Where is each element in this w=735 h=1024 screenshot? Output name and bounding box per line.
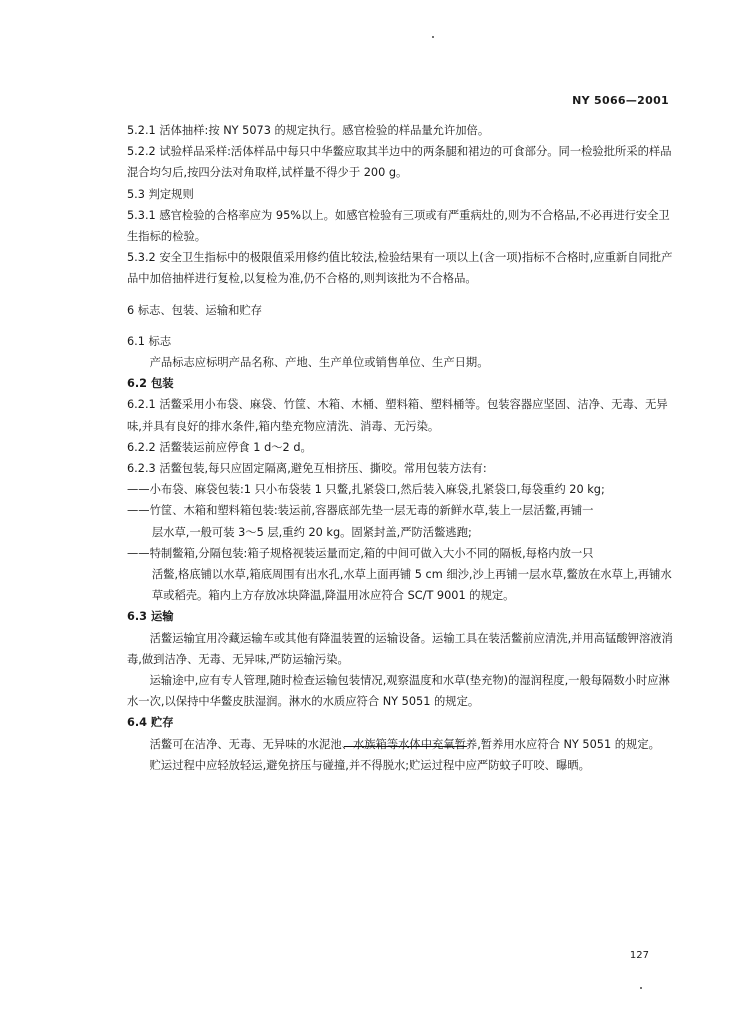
end-rule — [344, 746, 467, 747]
standard-number-header: NY 5066—2001 — [572, 94, 669, 107]
list-item: 层水草,一般可装 3～5 层,重约 20 kg。固紧封盖,严防活鳖逃跑; — [151, 525, 472, 539]
paragraph: 活鳖可在洁净、无毒、无异味的水泥池、水族箱等水体中充氧暂养,暂养用水应符合 NY 5051 的规定。 — [149, 737, 660, 751]
paragraph: 5.3.2 安全卫生指标中的极限值采用修约值比较法,检验结果有一项以上(含一项)指标不合格时,应重新自同批产品中加倍抽样进行复检,以复检为准,仍不合格的,则判该批为不合格品。 — [127, 251, 673, 286]
document-body — [127, 120, 679, 776]
section-heading: 6.4 贮存 — [127, 716, 174, 730]
paragraph: 6.2.1 活鳖采用小布袋、麻袋、竹筐、木箱、木桶、塑料箱、塑料桶等。包装容器应坚固、洁净、无毒、无异味,并具有良好的排水条件,箱内垫充物应清洗、消毒、无污染。 — [127, 398, 668, 433]
paragraph: 5.3.1 感官检验的合格率应为 95%以上。如感官检验有三项或有严重病灶的,则为不合格品,不必再进行安全卫生指标的检验。 — [127, 208, 670, 244]
scan-speck — [432, 36, 434, 38]
paragraph: 产品标志应标明产品名称、产地、生产单位或销售单位、生产日期。 — [149, 356, 489, 370]
paragraph: 运输途中,应有专人管理,随时检查运输包装情况,观察温度和水草(垫充物)的湿润程度,一般每隔数小时应淋水一次,以保持中华鳖皮肤湿润。淋水的水质应符合 NY 5051 的规定。 — [127, 674, 670, 709]
list-item: ——特制鳖箱,分隔包装:箱子规格视装运量而定,箱的中间可做入大小不同的隔板,每格内放一只 — [127, 546, 594, 560]
paragraph: 5.2.2 试验样品采样:活体样品中每只中华鳖应取其半边中的两条腿和裙边的可食部分。同一检验批所采的样品混合均匀后,按四分法对角取样,试样量不得少于 200 g。 — [127, 145, 672, 180]
paragraph: 5.2.1 活体抽样:按 NY 5073 的规定执行。感官检验的样品量允许加倍。 — [127, 124, 490, 137]
paragraph: 6.2.2 活鳖装运前应停食 1 d～2 d。 — [127, 440, 312, 454]
paragraph: 6.1 标志 — [127, 334, 172, 348]
list-item: ——小布袋、麻袋包装:1 只小布袋装 1 只鳖,扎紧袋口,然后装入麻袋,扎紧袋口,每袋重约 20 kg; — [127, 483, 605, 497]
list-item: 活鳖,格底铺以水草,箱底周围有出水孔,水草上面再铺 5 cm 细沙,沙上再铺一层水草,鳖放在水草上,再铺水草或稻壳。箱内上方存放冰块降温,降温用冰应符合 SC/T 9001 的规定。 — [151, 568, 672, 603]
section-heading: 6.3 运输 — [127, 610, 174, 624]
page-number: 127 — [629, 950, 649, 961]
paragraph: 6.2.3 活鳖包装,每只应固定隔离,避免互相挤压、撕咬。常用包装方法有: — [127, 462, 487, 476]
paragraph: 活鳖运输宜用冷藏运输车或其他有降温装置的运输设备。运输工具在装活鳖前应清洗,并用高锰酸钾溶液消毒,做到洁净、无毒、无异味,严防运输污染。 — [127, 631, 673, 666]
section-gap — [127, 321, 679, 331]
paragraph: 5.3 判定规则 — [127, 187, 194, 201]
list-item: ——竹筐、木箱和塑料箱包装:装运前,容器底部先垫一层无毒的新鲜水草,装上一层活鳖,再铺一 — [127, 504, 594, 518]
section-heading: 6.2 包装 — [127, 377, 174, 391]
paragraph: 贮运过程中应轻放轻运,避免挤压与碰撞,并不得脱水;贮运过程中应严防蚊子叮咬、曝晒。 — [149, 758, 590, 772]
paragraph: 6 标志、包装、运输和贮存 — [127, 303, 263, 317]
scan-speck — [640, 987, 642, 989]
section-gap — [127, 290, 679, 300]
